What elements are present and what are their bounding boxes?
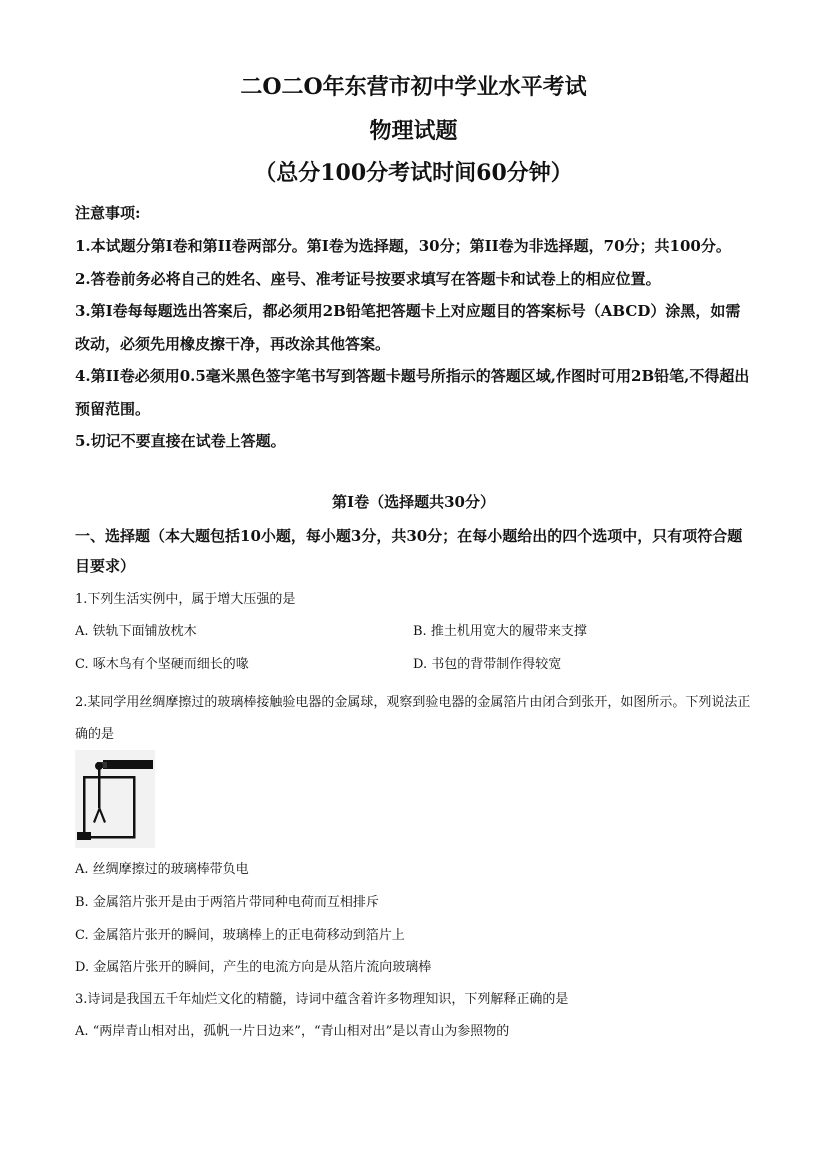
subject-title: 物理试题 xyxy=(369,118,458,144)
question-3-stem: 3.诗词是我国五千年灿烂文化的精髓，诗词中蕴含着许多物理知识，下列解释正确的是 xyxy=(75,992,569,1007)
note-item: 4.第II卷必须用0.5毫米黑色签字笔书写到答题卡题号所指示的答题区域,作图时可用2B铅笔,不得超出预留范围。 xyxy=(75,367,750,418)
question-2-option-b: B. 金属箔片张开是由于两箔片带同种电荷而互相排斥 xyxy=(75,895,379,910)
exam-info: （总分100分考试时间60分钟） xyxy=(254,160,573,186)
question-2-option-d: D. 金属箔片张开的瞬间，产生的电流方向是从箔片流向玻璃棒 xyxy=(75,960,432,975)
question-2-option-a: A. 丝绸摩擦过的玻璃棒带负电 xyxy=(75,862,249,877)
electroscope-icon xyxy=(75,750,155,848)
part1-description: 一、选择题（本大题包括10小题，每小题3分，共30分；在每小题给出的四个选项中，只有项符合题目要求） xyxy=(75,527,743,575)
question-2-option-c: C. 金属箔片张开的瞬间，玻璃棒上的正电荷移动到箔片上 xyxy=(75,928,405,943)
note-item: 5.切记不要直接在试卷上答题。 xyxy=(75,432,286,450)
question-3-option-a: A. “两岸青山相对出，孤帆一片日边来”，“青山相对出”是以青山为参照物的 xyxy=(75,1024,510,1039)
electroscope-figure xyxy=(75,750,155,848)
note-item: 2.答卷前务必将自己的姓名、座号、准考证号按要求填写在答题卡和试卷上的相应位置。 xyxy=(75,269,661,288)
part1-title: 第I卷（选择题共30分） xyxy=(332,493,495,511)
notes-heading: 注意事项: xyxy=(75,204,141,222)
question-1-option-c: C. 啄木鸟有个坚硬而细长的喙 xyxy=(75,657,249,672)
note-item: 1.本试题分第I卷和第II卷两部分。第I卷为选择题，30分；第II卷为非选择题，70分；共100分。 xyxy=(75,237,731,255)
question-1-option-d: D. 书包的背带制作得较宽 xyxy=(413,657,562,672)
notes-list xyxy=(75,230,753,458)
exam-title: 二O二O年东营市初中学业水平考试 xyxy=(240,74,587,100)
question-1-option-b: B. 推土机用宽大的履带来支撑 xyxy=(413,624,587,639)
question-2-stem: 2.某同学用丝绸摩擦过的玻璃棒接触验电器的金属球，观察到验电器的金属箔片由闭合到张开，如图所示。下列说法正确的是 xyxy=(75,695,751,742)
question-1-stem: 1.下列生活实例中，属于增大压强的是 xyxy=(75,592,296,607)
note-item: 3.第I卷每每题选出答案后，都必须用2B铅笔把答题卡上对应题目的答案标号（ABCD）涂黑，如需改动，必须先用橡皮擦干净，再改涂其他答案。 xyxy=(75,302,741,353)
question-1-option-a: A. 铁轨下面铺放枕木 xyxy=(75,624,197,639)
